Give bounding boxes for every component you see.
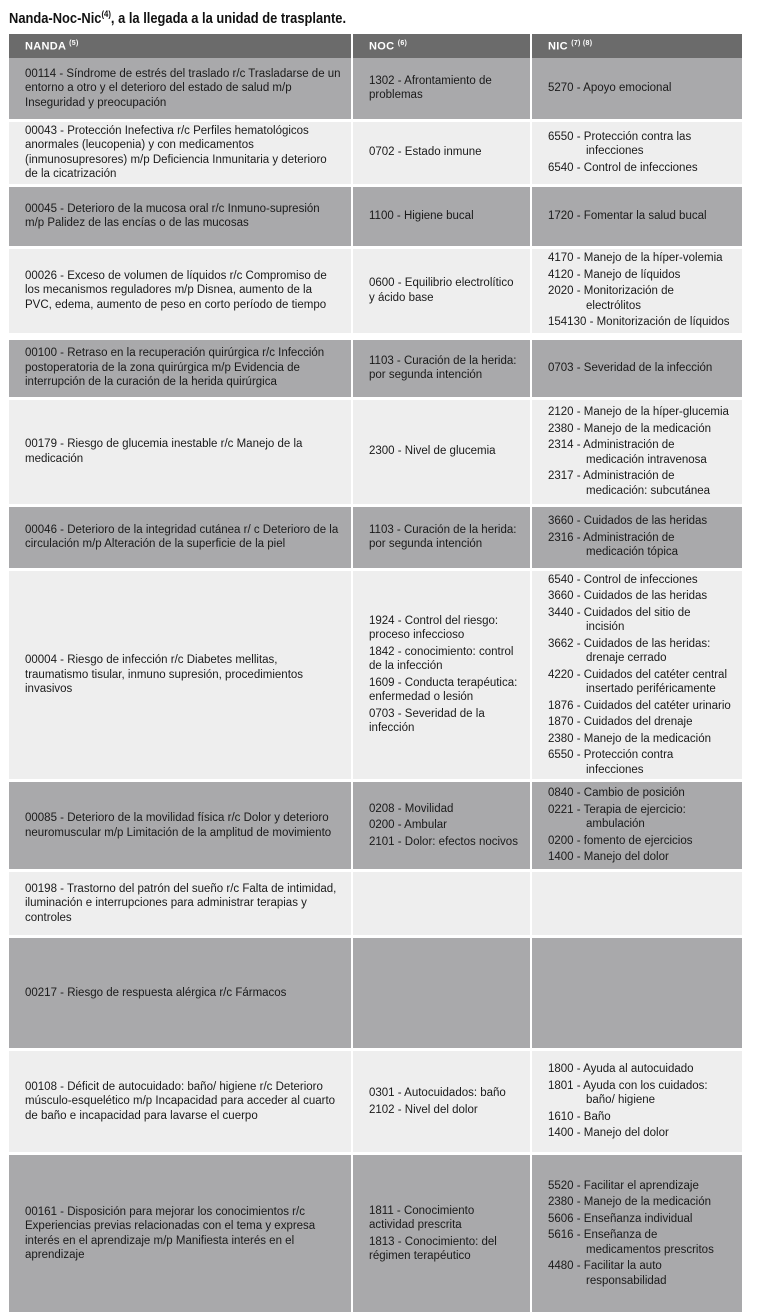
noc-cell [352, 505, 531, 569]
header-noc-label: NOC [369, 41, 395, 54]
noc-cell [352, 937, 531, 1050]
nic-cell [531, 781, 742, 871]
nanda-cell [9, 185, 352, 247]
nanda-noc-nic-table [9, 34, 742, 1315]
noc-cell [352, 120, 531, 185]
title-sup: (4) [101, 9, 111, 19]
nanda-diagnosis: 00004 - Riesgo de infección r/c Diabetes mellitas, traumatismo tisular, inmuno supresión, procedimientos invasivos [25, 654, 304, 695]
nic-intervention: 4120 - Manejo de líquidos [548, 268, 681, 281]
noc-outcome: 1609 - Conducta terapéutica: enfermedad o lesión [369, 676, 518, 704]
nic-cell [531, 58, 742, 120]
header-nanda [9, 34, 352, 58]
nanda-diagnosis: 00161 - Disposición para mejorar los conocimientos r/c Experiencias previas relacionadas con el tema y expresa interés en el aprendizaje m/p Manifiesta interés en el aprendizaje [25, 1205, 316, 1261]
page-title [9, 9, 346, 27]
table-row [9, 1154, 742, 1314]
nic-intervention: 1720 - Fomentar la salud bucal [548, 209, 707, 222]
nic-intervention: 3440 - Cuidados del sitio de incisión [548, 606, 691, 633]
nic-cell [531, 398, 742, 505]
nanda-diagnosis: 00108 - Déficit de autocuidado: baño/ higiene r/c Deterioro músculo-esquelético m/p Incapacidad para acceder al cuarto de baño e incapacidad para lavarse el cuerpo [25, 1080, 336, 1122]
nic-intervention: 2317 - Administración de medicación: subcutánea [548, 470, 711, 497]
nanda-diagnosis: 00100 - Retraso en la recuperación quirúrgica r/c Infección postoperatoria de la zona quirúrgica m/p Evidencia de interrupción de la curación de la herida quirúrgica [25, 347, 325, 389]
header-nanda-label: NANDA [25, 41, 66, 54]
nic-intervention: 2380 - Manejo de la medicación [548, 1196, 712, 1209]
nic-intervention: 6550 - Protección contra infecciones [548, 749, 674, 776]
noc-cell [352, 58, 531, 120]
nic-intervention: 5606 - Enseñanza individual [548, 1212, 693, 1225]
nic-intervention: 1400 - Manejo del dolor [548, 851, 669, 864]
table-row [9, 781, 742, 871]
nic-intervention: 6540 - Control de infecciones [548, 161, 698, 174]
title-main: Nanda-Noc-Nic [9, 10, 102, 27]
nic-intervention: 0703 - Severidad de la infección [548, 361, 713, 374]
noc-outcome: 1100 - Higiene bucal [369, 209, 474, 222]
nic-intervention: 4480 - Facilitar la auto responsabilidad [548, 1260, 667, 1287]
noc-cell [352, 398, 531, 505]
nic-intervention: 2316 - Administración de medicación tópica [548, 531, 679, 559]
nic-intervention: 2380 - Manejo de la medicación [548, 732, 712, 745]
nic-intervention: 4220 - Cuidados del catéter central insertado periféricamente [548, 668, 727, 695]
nic-intervention: 2380 - Manejo de la medicación [548, 422, 712, 435]
nanda-cell [9, 247, 352, 336]
nanda-diagnosis: 00114 - Síndrome de estrés del traslado r/c Trasladarse de un entorno a otro y el deterioro del estado de salud m/p Inseguridad y preocupación [25, 67, 341, 109]
nic-cell [531, 185, 742, 247]
noc-outcome: 2300 - Nivel de glucemia [369, 445, 496, 458]
nanda-cell [9, 58, 352, 120]
nic-intervention: 6550 - Protección contra las infecciones [548, 130, 692, 158]
header-nic [531, 34, 742, 58]
noc-outcome: 2101 - Dolor: efectos nocivos [369, 835, 518, 848]
nanda-diagnosis: 00026 - Exceso de volumen de líquidos r/c Compromiso de los mecanismos reguladores m/p Disnea, aumento de la PVC, edema, aumento de peso en corto período de tiempo [25, 269, 327, 311]
header-noc-sup: (6) [397, 40, 408, 48]
nic-cell [531, 871, 742, 937]
table-row [9, 247, 742, 336]
nic-intervention: 5520 - Facilitar el aprendizaje [548, 1179, 699, 1192]
noc-outcome: 0703 - Severidad de la infección [369, 707, 485, 735]
nic-cell [531, 1050, 742, 1154]
table-row [9, 336, 742, 398]
nic-intervention: 1800 - Ayuda al autocuidado [548, 1063, 694, 1076]
nanda-cell [9, 871, 352, 937]
nic-intervention: 2314 - Administración de medicación intravenosa [548, 439, 707, 466]
noc-cell [352, 247, 531, 336]
noc-outcome: 1842 - conocimiento: control de la infección [369, 645, 514, 673]
nic-cell [531, 1154, 742, 1314]
nic-intervention: 5616 - Enseñanza de medicamentos prescritos [548, 1229, 714, 1256]
nanda-diagnosis: 00217 - Riesgo de respuesta alérgica r/c Fármacos [25, 986, 287, 999]
nanda-diagnosis: 00179 - Riesgo de glucemia inestable r/c Manejo de la medicación [25, 438, 303, 465]
noc-cell [352, 185, 531, 247]
noc-cell [352, 569, 531, 781]
nanda-cell [9, 781, 352, 871]
noc-outcome: 1813 - Conocimiento: del régimen terapéutico [369, 1235, 497, 1262]
nanda-diagnosis: 00085 - Deterioro de la movilidad física r/c Dolor y deterioro neuromuscular m/p Limitación de la amplitud de movimiento [25, 812, 332, 839]
nic-intervention: 2120 - Manejo de la híper-glucemia [548, 406, 729, 418]
nanda-cell [9, 937, 352, 1050]
table-row [9, 120, 742, 185]
nic-cell [531, 937, 742, 1050]
table-row [9, 58, 742, 120]
nic-cell [531, 247, 742, 336]
noc-cell [352, 1154, 531, 1314]
nanda-cell [9, 1050, 352, 1154]
header-noc [352, 34, 531, 58]
nanda-cell [9, 120, 352, 185]
noc-cell [352, 781, 531, 871]
noc-outcome: 2102 - Nivel del dolor [369, 1103, 478, 1116]
noc-outcome: 0200 - Ambular [369, 819, 447, 832]
noc-outcome: 1811 - Conocimiento actividad prescrita [369, 1204, 475, 1231]
nanda-cell [9, 398, 352, 505]
nic-intervention: 4170 - Manejo de la híper-volemia [548, 252, 723, 265]
nic-intervention: 1870 - Cuidados del drenaje [548, 716, 693, 728]
table-row [9, 937, 742, 1050]
table-row [9, 569, 742, 781]
noc-cell [352, 1050, 531, 1154]
noc-cell [352, 871, 531, 937]
nic-intervention: 1801 - Ayuda con los cuidados: baño/ higiene [548, 1079, 708, 1107]
nic-cell [531, 336, 742, 398]
header-nanda-sup: (5) [69, 40, 79, 48]
header-row [9, 34, 742, 58]
nic-intervention: 3660 - Cuidados de las heridas [548, 515, 708, 528]
table-row [9, 398, 742, 505]
nic-cell [531, 120, 742, 185]
table-row [9, 505, 742, 569]
title-rest: , a la llegada a la unidad de trasplante. [110, 10, 347, 27]
noc-outcome: 0702 - Estado inmune [369, 146, 482, 159]
nanda-cell [9, 336, 352, 398]
nic-cell [531, 505, 742, 569]
noc-outcome: 1103 - Curación de la herida: por segunda intención [369, 354, 517, 381]
nic-intervention: 154130 - Monitorización de líquidos [548, 316, 730, 329]
nic-intervention: 1610 - Baño [548, 1110, 611, 1123]
nic-intervention: 0221 - Terapia de ejercicio: ambulación [548, 803, 686, 831]
noc-outcome: 0600 - Equilibrio electrolítico y ácido base [369, 277, 514, 304]
nanda-diagnosis: 00045 - Deterioro de la mucosa oral r/c Inmuno-supresión m/p Palidez de las encías o de las mucosas [25, 202, 320, 229]
table-row [9, 871, 742, 937]
noc-outcome: 0301 - Autocuidados: baño [369, 1087, 506, 1099]
nic-intervention: 0840 - Cambio de posición [548, 787, 685, 800]
noc-cell [352, 336, 531, 398]
header-nic-label: NIC [548, 41, 568, 54]
nic-intervention: 6540 - Control de infecciones [548, 573, 698, 586]
nanda-cell [9, 569, 352, 781]
nanda-diagnosis: 00043 - Protección Inefectiva r/c Perfiles hematológicos anormales (leucopenia) y con medicamentos (inmunosupresores) m/p Deficiencia Inmunitaria y deterioro de la cicatrización [25, 124, 327, 180]
noc-outcome: 1924 - Control del riesgo: proceso infeccioso [369, 614, 499, 642]
nic-intervention: 2020 - Monitorización de electrólitos [548, 285, 674, 312]
noc-outcome: 0208 - Movilidad [369, 802, 454, 815]
table-row [9, 185, 742, 247]
header-nic-sup: (7) (8) [571, 40, 593, 48]
nic-intervention: 3660 - Cuidados de las heridas [548, 590, 708, 602]
table-row [9, 1050, 742, 1154]
nanda-cell [9, 1154, 352, 1314]
nanda-cell [9, 505, 352, 569]
nic-intervention: 3662 - Cuidados de las heridas: drenaje cerrado [548, 637, 711, 664]
nic-intervention: 1876 - Cuidados del catéter urinario [548, 699, 731, 712]
nic-intervention: 1400 - Manejo del dolor [548, 1127, 669, 1140]
noc-outcome: 1302 - Afrontamiento de problemas [369, 74, 492, 102]
nanda-diagnosis: 00198 - Trastorno del patrón del sueño r/c Falta de intimidad, iluminación e interrupciones para administrar terapias y controles [25, 882, 337, 924]
nic-cell [531, 569, 742, 781]
noc-outcome: 1103 - Curación de la herida: por segunda intención [369, 523, 517, 550]
nic-intervention: 5270 - Apoyo emocional [548, 82, 672, 94]
nanda-diagnosis: 00046 - Deterioro de la integridad cutánea r/ c Deterioro de la circulación m/p Alteración de la superficie de la piel [25, 523, 339, 550]
nic-intervention: 0200 - fomento de ejercicios [548, 834, 693, 847]
